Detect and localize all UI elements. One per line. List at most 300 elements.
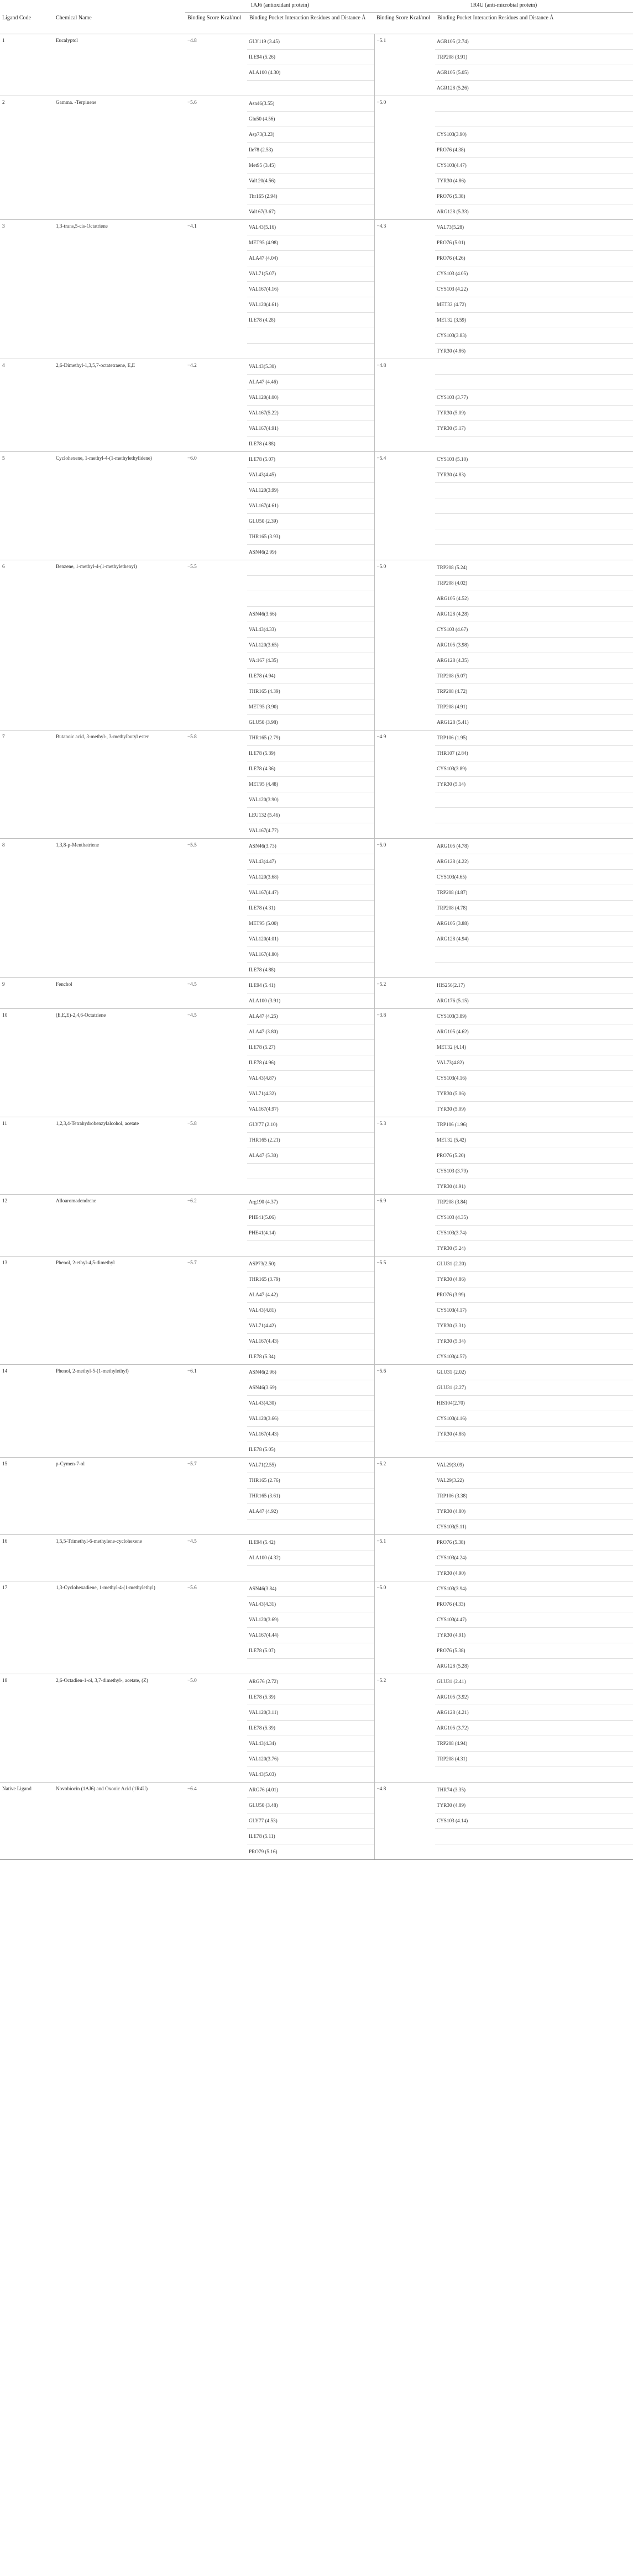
table-row [0,1674,633,1783]
residue-entry: VAL43(5.30) [247,359,374,375]
residue-entry: ARG105 (4.52) [435,591,633,607]
residue-entry: HIS256(2.17) [435,978,633,993]
residues-1r4u [435,1535,633,1581]
residue-entry: ASN46(3.66) [247,607,374,622]
residue-entry [435,545,633,560]
group-header-1aj6: 1AJ6 (antioxidant protein) [185,0,374,13]
residue-entry: MET32 (3.59) [435,313,633,328]
residue-entry: VAL73(4.82) [435,1055,633,1071]
table-row [0,839,633,978]
residue-entry: Arg190 (4.37) [247,1195,374,1210]
residue-entry: VAL167(4.97) [249,1106,279,1112]
col-header-residues-1: Binding Pocket Interaction Residues and Distance Å [247,13,374,34]
chemical-name: Benzene, 1-methyl-4-(1-methylethenyl) [54,560,185,730]
residue-entry: AGR105 (2.74) [435,34,633,50]
residues-1aj6 [247,1458,374,1535]
ligand-code: Native Ligand [0,1783,54,1860]
residue-entry: TYR30 (5.17) [435,421,633,437]
residue-entry: Met95 (3.45) [247,158,374,174]
residue-entry: GLY77 (4.53) [247,1813,374,1829]
residues-1aj6 [247,220,374,359]
residue-entry: TRP106 (3.38) [435,1489,633,1504]
binding-score-1r4u: −5.4 [374,452,435,560]
residue-entry: VAL43(5.03) [249,1771,276,1777]
residues-1r4u [435,34,633,96]
residue-entry: TYR30 (5.24) [437,1245,466,1251]
table-row [0,220,633,359]
residues-1aj6 [247,1365,374,1458]
residue-entry: TRP106 (1.96) [435,1117,633,1133]
residue-entry [435,792,633,808]
residues-1r4u [435,1458,633,1535]
residue-entry: ARG128 (4.94) [435,932,633,947]
ligand-code: 4 [0,359,54,452]
residue-entry: PRO76 (4.38) [435,143,633,158]
residue-entry: TYR30 (4.86) [435,1272,633,1287]
residue-entry: TRP208 (3.91) [435,50,633,65]
table-row [0,1195,633,1257]
chemical-name: Phenol, 2-ethyl-4,5-dimethyl [54,1257,185,1365]
residue-entry: ARG105 (3.92) [435,1690,633,1705]
residues-1aj6 [247,1674,374,1783]
residue-entry: ARG105 (4.78) [435,839,633,854]
residue-entry: TYR30 (4.86) [437,348,466,354]
residue-entry: VAL43(4.34) [247,1736,374,1752]
binding-score-1aj6: −5.8 [185,1117,247,1195]
residues-1aj6 [247,560,374,730]
residue-entry: ARG76 (2.72) [247,1674,374,1690]
residue-entry: TRP208 (4.78) [435,901,633,916]
residues-1r4u [435,1195,633,1257]
residues-1aj6 [247,1117,374,1195]
residue-entry: ILE94 (5.41) [247,978,374,993]
residues-1aj6 [247,1783,374,1860]
residue-entry: TYR30 (5.34) [435,1334,633,1349]
binding-score-1r4u: −3.8 [374,1009,435,1117]
residues-1aj6 [247,96,374,220]
residue-entry [247,591,374,607]
binding-score-1aj6: −4.2 [185,359,247,452]
binding-score-1r4u: −5.2 [374,978,435,1009]
residue-entry [247,576,374,591]
ligand-code: 17 [0,1581,54,1674]
residue-entry [435,375,633,390]
residues-1aj6 [247,978,374,1009]
residues-1aj6 [247,1581,374,1674]
binding-score-1aj6: −4.5 [185,1009,247,1117]
residue-entry [435,359,633,375]
residue-entry: CYS103(4.47) [435,1612,633,1628]
residue-entry: VAL167(4.43) [247,1334,374,1349]
table-row [0,96,633,220]
binding-score-1aj6: −6.1 [185,1365,247,1458]
binding-score-1aj6: −5.5 [185,839,247,978]
residue-entry: ARG128 (5.33) [437,209,469,214]
residue-entry: ILE78 (4.28) [247,313,374,328]
binding-score-1aj6: −4.5 [185,1535,247,1581]
ligand-code: 6 [0,560,54,730]
residue-entry: CYS103 (4.14) [435,1813,633,1829]
residue-entry: ALA47 (3.80) [247,1024,374,1040]
residue-entry: CYS103(3.94) [435,1581,633,1597]
residue-entry: CYS103 (3.77) [435,390,633,406]
residue-entry: Asn46(3.55) [247,96,374,112]
ligand-code: 7 [0,730,54,839]
binding-score-1aj6: −6.4 [185,1783,247,1860]
residue-entry: THR165 (3.93) [247,529,374,545]
chemical-name: Phenol, 2-methyl-5-(1-methylethyl) [54,1365,185,1458]
header-column-row [0,13,633,34]
residue-entry: ARG176 (5.15) [437,998,469,1003]
residue-entry: MET95 (5.00) [247,916,374,932]
residue-entry: TYR30 (4.88) [435,1427,633,1442]
residue-entry: GLU31 (2.27) [435,1380,633,1396]
residue-entry: THR165 (3.79) [247,1272,374,1287]
residue-entry: CYS103 (4.22) [435,282,633,297]
residue-entry: ASN46(3.69) [247,1380,374,1396]
residue-entry: ASN46(3.84) [247,1581,374,1597]
chemical-name: Butanoic acid, 3-methyl-, 3-methylbutyl ester [54,730,185,839]
residue-entry: VAL120(3.99) [247,483,374,498]
table-row [0,1458,633,1535]
residues-1r4u [435,452,633,560]
binding-score-1r4u: −5.0 [374,560,435,730]
residue-entry: CYS103(4.47) [435,158,633,174]
residues-1aj6 [247,1257,374,1365]
residue-entry [247,560,374,576]
residue-entry: ILE78 (4.88) [249,441,275,446]
binding-score-1aj6: −5.5 [185,560,247,730]
residue-entry: ARG128 (4.28) [435,607,633,622]
residue-entry: GLU31 (2.41) [435,1674,633,1690]
residue-entry [435,823,633,838]
residue-entry: CYS103(4.16) [435,1071,633,1086]
residues-1r4u [435,1009,633,1117]
residue-entry: TYR30 (4.89) [435,1798,633,1813]
residue-entry: VAL120(4.01) [247,932,374,947]
residue-entry: ARG105 (4.62) [435,1024,633,1040]
binding-score-1r4u: −5.5 [374,1257,435,1365]
residue-entry: ALA47 (4.04) [247,251,374,266]
residue-entry [435,112,633,127]
residue-entry: VAL167(4.43) [247,1427,374,1442]
residue-entry: MET32 (5.42) [435,1133,633,1148]
ligand-code: 12 [0,1195,54,1257]
residues-1aj6 [247,359,374,452]
residue-entry: TYR30 (5.09) [437,1106,466,1112]
residue-entry: VAL167(4.44) [247,1628,374,1643]
residue-entry [247,1520,374,1534]
residue-entry: TYR30 (4.91) [437,1184,466,1189]
residue-entry [435,437,633,451]
residue-entry [247,1241,374,1256]
binding-score-1aj6: −5.7 [185,1458,247,1535]
residues-1r4u [435,1783,633,1860]
residue-entry [247,1179,374,1194]
residue-entry: TYR30 (3.31) [435,1318,633,1334]
residue-entry: VAL167(4.91) [247,421,374,437]
residue-entry: ARG128 (5.41) [437,719,469,725]
residue-entry: PRO76 (5.38) [435,189,633,204]
residue-entry: ARG105 (3.88) [435,916,633,932]
table-row [0,1257,633,1365]
residues-1aj6 [247,34,374,96]
binding-score-1r4u: −5.2 [374,1458,435,1535]
residue-entry [247,344,374,359]
residue-entry: Glu50 (4.56) [247,112,374,127]
chemical-name: Novobiocin (1AJ6) and Oxonic Acid (1R4U) [54,1783,185,1860]
residue-entry: VAL167(5.22) [247,406,374,421]
residue-entry: ARG128 (4.22) [435,854,633,870]
residue-entry: CYS103(4.16) [435,1411,633,1427]
residue-entry: ASP73(2.50) [247,1257,374,1272]
residues-1aj6 [247,1535,374,1581]
residue-entry: ARG128 (4.35) [435,653,633,669]
residue-entry: ILE94 (5.26) [247,50,374,65]
binding-score-1r4u: −4.8 [374,359,435,452]
binding-score-1aj6: −5.6 [185,96,247,220]
residue-entry: ARG105 (3.72) [435,1721,633,1736]
binding-score-1aj6: −5.0 [185,1674,247,1783]
residue-entry: CYS103 (4.05) [435,266,633,282]
residue-entry: THR74 (3.35) [435,1783,633,1798]
residue-entry: TYR30 (5.06) [435,1086,633,1102]
col-header-binding-score-1: Binding Score Kcal/mol [185,13,247,34]
residue-entry: MET32 (4.72) [435,297,633,313]
residue-entry: VAL71(5.07) [247,266,374,282]
residue-entry: TRP208 (4.72) [435,684,633,700]
residue-entry [435,963,633,977]
residue-entry: THR165 (3.61) [247,1489,374,1504]
residue-entry: ILE78 (4.96) [247,1055,374,1071]
ligand-code: 9 [0,978,54,1009]
residue-entry: GLU50 (3.98) [249,719,278,725]
residue-entry [435,1844,633,1859]
residue-entry: MET95 (4.98) [247,235,374,251]
residue-entry: AGR105 (5.05) [435,65,633,81]
residues-1aj6 [247,839,374,978]
binding-score-1aj6: −4.1 [185,220,247,359]
residue-entry: VA:167 (4.35) [247,653,374,669]
residues-1r4u [435,96,633,220]
residue-entry: VAL167(4.16) [247,282,374,297]
binding-score-1aj6: −4.5 [185,978,247,1009]
residue-entry: Thr165 (2.94) [247,189,374,204]
residue-entry: ALA47 (4.25) [247,1009,374,1024]
residue-entry: Val120(4.56) [247,174,374,189]
residue-entry: THR165 (2.76) [247,1473,374,1489]
residue-entry: TRP208 (4.31) [435,1752,633,1767]
chemical-name: Fenchol [54,978,185,1009]
ligand-code: 15 [0,1458,54,1535]
residues-1r4u [435,1674,633,1783]
residue-entry: VAL43(4.45) [247,467,374,483]
residue-entry: VAL120(3.76) [247,1752,374,1767]
residue-entry: ILE78 (4.36) [247,761,374,777]
residue-entry: PRO76 (5.38) [435,1535,633,1550]
residue-entry: GLY77 (2.10) [247,1117,374,1133]
residue-entry: THR165 (2.21) [247,1133,374,1148]
residue-entry: VAL120(3.66) [247,1411,374,1427]
table-row [0,1117,633,1195]
residue-entry: ILE78 (4.31) [247,901,374,916]
chemical-name: 1,3-trans,5-cis-Octatriene [54,220,185,359]
binding-score-1aj6: −5.8 [185,730,247,839]
table-row [0,730,633,839]
residues-1r4u [435,220,633,359]
residue-entry: TRP208 (4.94) [435,1736,633,1752]
residues-1r4u [435,1365,633,1458]
residues-1r4u [435,839,633,978]
residue-entry: VAL71(2.55) [247,1458,374,1473]
residue-entry: TYR30 (5.14) [435,777,633,792]
residue-entry: CYS103 (3.79) [435,1164,633,1179]
residue-entry: VAL43(4.87) [247,1071,374,1086]
residue-entry: CYS103(4.17) [435,1303,633,1318]
residue-entry [435,808,633,823]
residue-entry: ILE78 (5.11) [247,1829,374,1844]
residue-entry: VAL43(5.16) [247,220,374,235]
binding-score-1r4u: −5.0 [374,1581,435,1674]
residue-entry: VAL43(4.33) [247,622,374,638]
residue-entry: CYS103(5.11) [437,1524,467,1529]
binding-score-1r4u: −5.6 [374,1365,435,1458]
residue-entry: CYS103(3.74) [435,1226,633,1241]
residue-entry: TYR30 (4.91) [435,1628,633,1643]
residues-1r4u [435,359,633,452]
residue-entry: TYR30 (4.80) [435,1504,633,1520]
table-row [0,452,633,560]
residue-entry: CYS103(3.83) [435,328,633,344]
residues-1r4u [435,1257,633,1365]
residue-entry: VAL43(4.47) [247,854,374,870]
ligand-code: 18 [0,1674,54,1783]
table-row [0,1783,633,1860]
binding-score-1r4u: −4.3 [374,220,435,359]
ligand-code: 16 [0,1535,54,1581]
residue-entry [435,498,633,514]
binding-score-1r4u: −4.9 [374,730,435,839]
residues-1aj6 [247,452,374,560]
residue-entry: CYS103(4.24) [435,1550,633,1566]
binding-score-1r4u: −5.1 [374,1535,435,1581]
residue-entry: CYS103 (5.10) [435,452,633,467]
ligand-code: 10 [0,1009,54,1117]
binding-score-1aj6: −4.8 [185,34,247,96]
residue-entry [435,947,633,963]
residue-entry: TYR30 (4.90) [437,1570,466,1576]
residues-1r4u [435,1117,633,1195]
table-row [0,1009,633,1117]
residue-entry: ASN46(2.99) [249,549,276,555]
residue-entry: VAL120(3.68) [247,870,374,885]
binding-score-1r4u: −4.8 [374,1783,435,1860]
ligand-code: 8 [0,839,54,978]
residue-entry: ILE78 (5.07) [247,452,374,467]
residue-entry: TRP208 (5.07) [435,669,633,684]
binding-score-1aj6: −6.0 [185,452,247,560]
binding-score-1r4u: −5.0 [374,96,435,220]
residue-entry: Val167(3.67) [249,209,276,214]
residue-entry: VAL120(3.69) [247,1612,374,1628]
residue-entry: PRO79 (5.16) [249,1849,278,1854]
residue-entry: ILE78 (4.94) [247,669,374,684]
binding-score-1aj6: −5.7 [185,1257,247,1365]
residue-entry: ILE94 (5.42) [247,1535,374,1550]
table-header [0,0,633,34]
chemical-name: 1,3,8-p-Menthatriene [54,839,185,978]
residue-entry: VAL120(4.00) [247,390,374,406]
residue-entry [435,1829,633,1844]
residue-entry: ALA100 (4.30) [247,65,374,81]
residue-entry: Asp73(3.23) [247,127,374,143]
residue-entry: TYR30 (4.83) [435,467,633,483]
residue-entry: VAL43(4.30) [247,1396,374,1411]
residue-entry: PRO76 (5.01) [435,235,633,251]
chemical-name: 2,6-Dimethyl-1,3,5,7-octatetraene, E,E [54,359,185,452]
col-header-binding-score-2: Binding Score Kcal/mol [374,13,435,34]
col-header-chemical-name: Chemical Name [54,13,185,34]
chemical-name: 1,2,3,4-Tetrahydrobenzylalcohol, acetate [54,1117,185,1195]
binding-score-1aj6: −6.2 [185,1195,247,1257]
residue-entry: TRP208 (5.24) [435,560,633,576]
residue-entry: VAL167(4.77) [249,828,279,833]
residue-entry: PRO76 (4.26) [435,251,633,266]
residue-entry: ILE78 (5.27) [247,1040,374,1055]
residue-entry: AGR128 (5.26) [437,85,469,91]
residue-entry: CYS103(3.89) [435,1009,633,1024]
residue-entry: PRO76 (5.38) [435,1643,633,1659]
residue-entry: ALA100 (3.91) [249,998,281,1003]
residue-entry: CYS103(4.57) [437,1354,467,1359]
residue-entry: ALA47 (4.92) [247,1504,374,1520]
residue-entry: TRP106 (1.95) [435,730,633,746]
residue-entry: VAL167(4.61) [247,498,374,514]
residue-entry: GLU50 (3.48) [247,1798,374,1813]
residue-entry: ILE78 (5.39) [247,746,374,761]
residue-entry [435,483,633,498]
residue-entry: VAL167(4.47) [247,885,374,901]
residue-entry: GLU31 (2.02) [435,1365,633,1380]
residue-entry: VAL43(4.81) [247,1303,374,1318]
residues-1aj6 [247,1195,374,1257]
residues-1aj6 [247,730,374,839]
residue-entry: PRO76 (4.33) [435,1597,633,1612]
residue-entry: VAL120(3.65) [247,638,374,653]
table-row [0,978,633,1009]
table-row [0,34,633,96]
residue-entry: VAL71(4.32) [247,1086,374,1102]
residue-entry: PHE41(5.06) [247,1210,374,1226]
residue-entry: GLU50 (2.39) [247,514,374,529]
residue-entry: CYS103(3.90) [435,127,633,143]
residue-entry: VAL71(4.42) [247,1318,374,1334]
residue-entry: ILE78 (5.39) [247,1690,374,1705]
residue-entry [247,328,374,344]
residue-entry: HIS104(2.70) [435,1396,633,1411]
residue-entry: ASN46(2.96) [247,1365,374,1380]
residue-entry: CYS103 (4.67) [435,622,633,638]
residue-entry [435,1442,633,1457]
chemical-name: (E,E,E)-2,4,6-Octatriene [54,1009,185,1117]
chemical-name: 2,6-Octadien-1-ol, 3,7-dimethyl-, acetate, (Z) [54,1674,185,1783]
residue-entry [435,96,633,112]
residue-entry: VAL73(5.28) [435,220,633,235]
residue-entry [247,81,374,96]
residue-entry: GLY119 (3.45) [247,34,374,50]
group-header-1r4u: 1R4U (anti-microbial protein) [374,0,633,13]
ligand-code: 13 [0,1257,54,1365]
